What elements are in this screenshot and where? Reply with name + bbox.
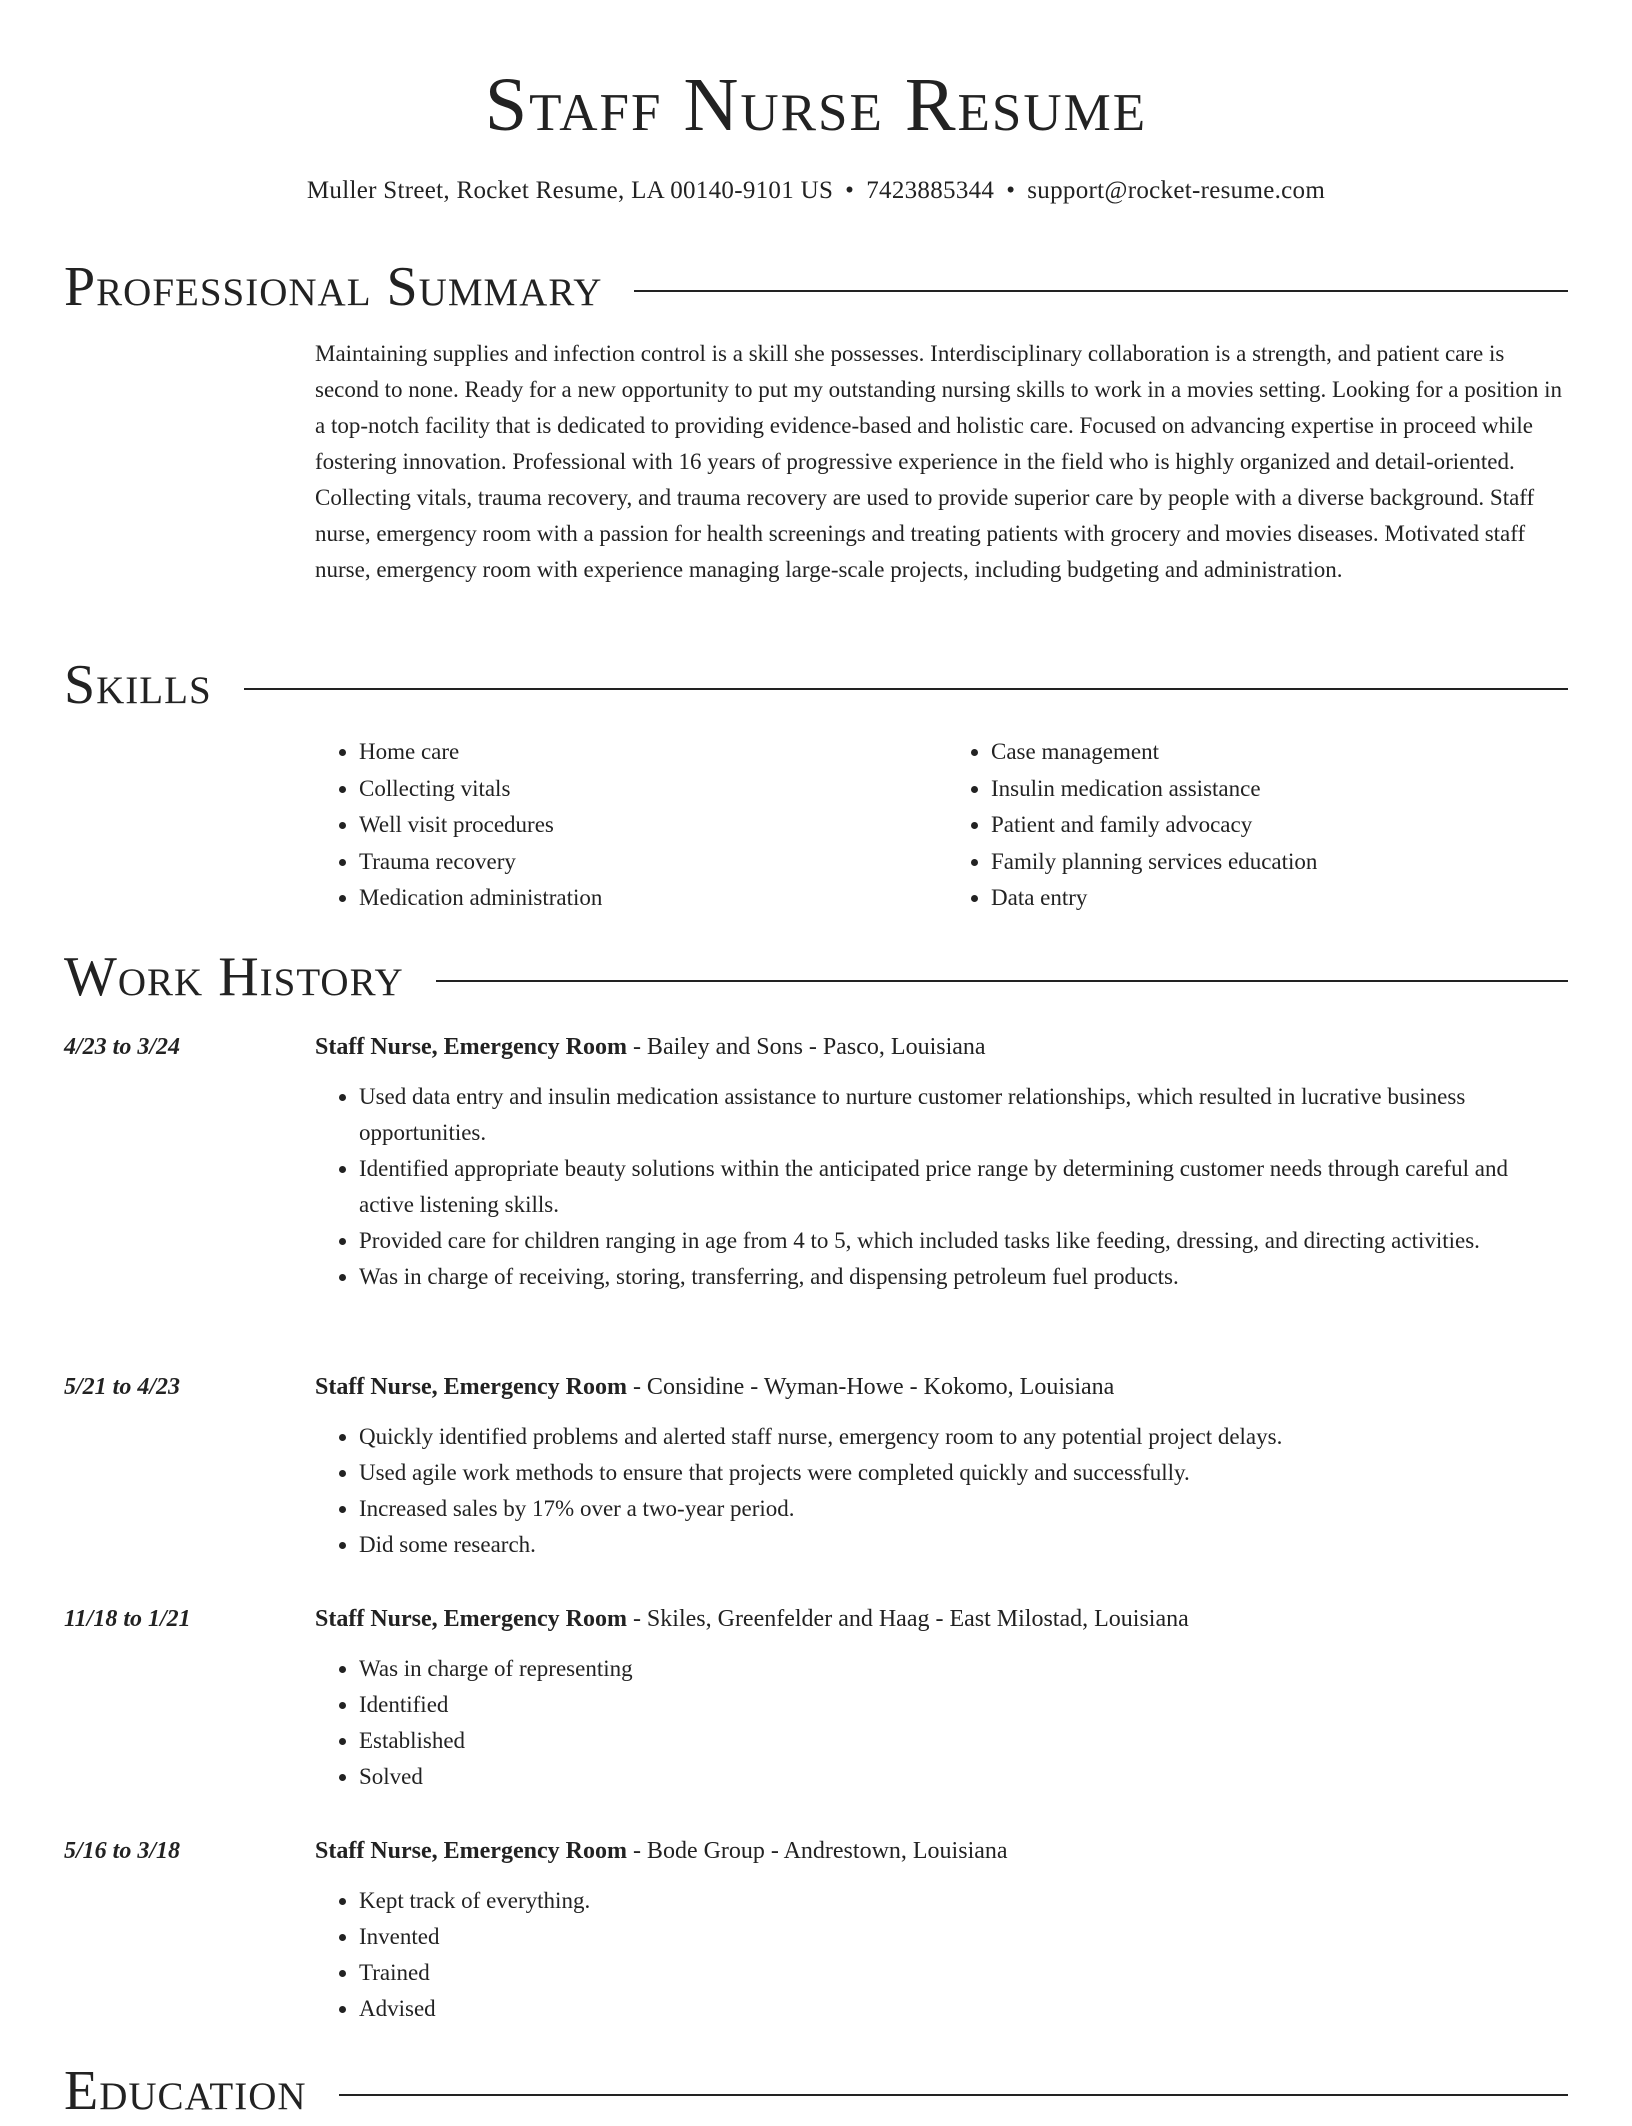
job-dates: 5/16 to 3/18 (64, 1838, 181, 1864)
job-bullet: • Increased sales by 17% over a two-year period. (359, 1491, 1568, 1527)
job-bullets (315, 1651, 1568, 1795)
skills-column-left (315, 734, 931, 917)
job-bullet: • Identified (359, 1687, 1568, 1723)
skills-heading: Skills (64, 654, 212, 716)
skills-list (315, 734, 1568, 917)
section-divider (244, 688, 1568, 690)
job-title-line (315, 1833, 1568, 1869)
contact-line (0, 174, 1632, 208)
skill-item: • Family planning services education (991, 844, 1563, 881)
skill-item: • Medication administration (359, 880, 931, 917)
skill-item: • Insulin medication assistance (991, 771, 1563, 808)
section-divider (436, 980, 1568, 982)
job-bullets (315, 1883, 1568, 2027)
contact-phone: 7423885344 (866, 177, 995, 204)
job-dates: 5/21 to 4/23 (64, 1374, 181, 1400)
section-divider (634, 290, 1568, 292)
work-section-header (64, 942, 1568, 1012)
job-title: Staff Nurse, Emergency Room (315, 1838, 627, 1864)
job-entry (64, 1601, 1568, 1795)
job-bullet: • Solved (359, 1759, 1568, 1795)
job-bullet: • Provided care for children ranging in age from 4 to 5, which included tasks like feeding, dressing, and directing activities. (359, 1223, 1568, 1259)
job-company: - Bode Group - Andrestown, Louisiana (626, 1838, 1008, 1864)
job-bullet: • Trained (359, 1955, 1568, 1991)
job-dates: 4/23 to 3/24 (64, 1034, 181, 1060)
education-heading: Education (64, 2060, 307, 2122)
skill-item: • Collecting vitals (359, 771, 931, 808)
job-bullet: • Invented (359, 1919, 1568, 1955)
job-title: Staff Nurse, Emergency Room (315, 1606, 627, 1632)
job-title-line (315, 1369, 1568, 1405)
skill-item: • Home care (359, 734, 931, 771)
skill-item: • Patient and family advocacy (991, 807, 1563, 844)
job-entry (64, 1833, 1568, 2027)
job-bullet: • Did some research. (359, 1527, 1568, 1563)
job-header (64, 1601, 1568, 1637)
job-company: - Considine - Wyman-Howe - Kokomo, Louisiana (626, 1374, 1115, 1400)
skill-item: • Case management (991, 734, 1563, 771)
job-bullet: • Advised (359, 1991, 1568, 2027)
work-heading: Work History (64, 946, 404, 1008)
job-bullet: • Was in charge of receiving, storing, transferring, and dispensing petroleum fuel products. (359, 1259, 1568, 1295)
section-divider (339, 2094, 1568, 2096)
contact-separator: • (845, 177, 855, 204)
job-header (64, 1029, 1568, 1065)
summary-text: Maintaining supplies and infection control is a skill she possesses. Interdisciplinary collaboration is a strength, and patient care is second to none. Ready for a new opportunity to put my outstanding nursing skills to work in a movies setting. Looking for a position in a top-notch facility that is dedicated to providing evidence-based and holistic care. Focused on advancing expertise in proceed while fostering innovation. Professional with 16 years of progressive experience in the field who is highly organized and detail-oriented. Collecting vitals, trauma recovery, and trauma recovery are used to provide superior care by people with a diverse background. Staff nurse, emergency room with a passion for health screenings and treating patients with grocery and movies diseases. Motivated staff nurse, emergency room with experience managing large-scale projects, including budgeting and administration. (315, 341, 1562, 582)
job-header (64, 1369, 1568, 1405)
job-title: Staff Nurse, Emergency Room (315, 1374, 627, 1400)
skill-item: • Trauma recovery (359, 844, 931, 881)
summary-heading: Professional Summary (64, 256, 603, 318)
job-entry (64, 1029, 1568, 1295)
job-company: - Skiles, Greenfelder and Haag - East Milostad, Louisiana (626, 1606, 1189, 1632)
job-title-line (315, 1601, 1568, 1637)
contact-address: Muller Street, Rocket Resume, LA 00140-9101 US (306, 177, 834, 204)
resume-name: Staff Nurse Resume (484, 63, 1148, 147)
job-bullets (315, 1419, 1568, 1563)
job-header (64, 1833, 1568, 1869)
job-bullet: • Used data entry and insulin medication assistance to nurture customer relationships, which resulted in lucrative business opportunities. (359, 1079, 1568, 1151)
job-dates: 11/18 to 1/21 (64, 1606, 191, 1632)
job-title: Staff Nurse, Emergency Room (315, 1034, 627, 1060)
education-section-header (64, 2056, 1568, 2126)
job-bullet: • Identified appropriate beauty solutions within the anticipated price range by determining customer needs through careful and active listening skills. (359, 1151, 1568, 1223)
job-title-line (315, 1029, 1568, 1065)
summary-section-header (64, 252, 1568, 322)
job-bullet: • Quickly identified problems and alerted staff nurse, emergency room to any potential project delays. (359, 1419, 1568, 1455)
contact-separator: • (1006, 177, 1016, 204)
skills-section-header (64, 650, 1568, 720)
skills-column-right (931, 734, 1563, 917)
skill-item: • Data entry (991, 880, 1563, 917)
contact-email: support@rocket-resume.com (1027, 177, 1326, 204)
skill-item: • Well visit procedures (359, 807, 931, 844)
job-bullets (315, 1079, 1568, 1295)
job-company: - Bailey and Sons - Pasco, Louisiana (626, 1034, 986, 1060)
job-bullet: • Established (359, 1723, 1568, 1759)
job-bullet: • Used agile work methods to ensure that projects were completed quickly and successfully. (359, 1455, 1568, 1491)
job-bullet: • Was in charge of representing (359, 1651, 1568, 1687)
job-entry (64, 1369, 1568, 1563)
job-bullet: • Kept track of everything. (359, 1883, 1568, 1919)
